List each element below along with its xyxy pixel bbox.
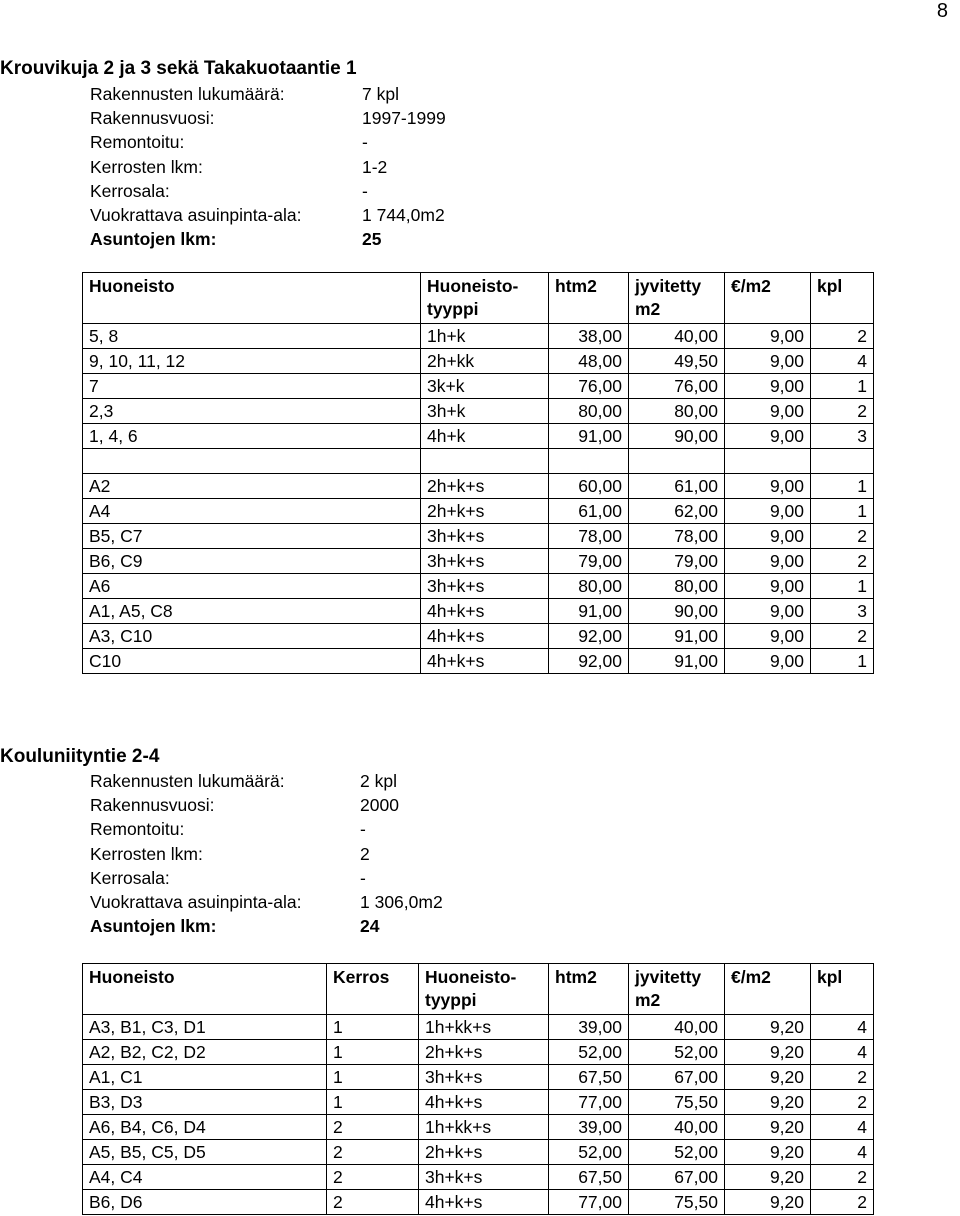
table-cell: 4 [811,1015,874,1040]
table-row [83,424,874,449]
table-cell: 52,00 [629,1040,725,1065]
table-cell: 2h+k+s [421,474,549,499]
table-cell: 39,00 [549,1015,629,1040]
table-cell: B6, D6 [83,1190,327,1215]
table-row [83,1015,874,1040]
table-cell: 5, 8 [83,324,421,349]
table-cell: 9,00 [725,324,811,349]
table-cell: 9,00 [725,474,811,499]
table-cell: 49,50 [629,349,725,374]
table-cell: 2 [811,549,874,574]
table-cell: 9,00 [725,349,811,374]
apartment-table [82,963,874,1215]
table-cell: 9,00 [725,399,811,424]
table-cell: 4 [811,1115,874,1140]
column-header: htm2 [549,273,629,324]
table-cell: 78,00 [549,524,629,549]
table-cell: 67,50 [549,1065,629,1090]
table-cell: 78,00 [629,524,725,549]
info-label: Asuntojen lkm: [90,916,217,937]
info-row [90,179,446,203]
table-cell: 4h+k+s [419,1190,549,1215]
table-cell: 9,00 [725,649,811,674]
table-cell: 2h+k+s [419,1140,549,1165]
table-cell [421,449,549,474]
info-row [90,106,446,130]
table-cell: A2 [83,474,421,499]
table-row [83,1065,874,1090]
table-cell: 2 [811,624,874,649]
table-row [83,1140,874,1165]
table-cell: B5, C7 [83,524,421,549]
table-cell: 2h+k+s [419,1040,549,1065]
table-cell: 4h+k+s [419,1090,549,1115]
table-row [83,524,874,549]
column-header: jyvitetty m2 [629,273,725,324]
table-row [83,1115,874,1140]
table-cell: 9,00 [725,574,811,599]
info-label: Rakennusten lukumäärä: [90,84,285,104]
info-label: Remontoitu: [90,132,185,153]
table-cell: 4h+k [421,424,549,449]
info-row [90,914,443,938]
info-row [90,842,443,866]
table-cell: 3k+k [421,374,549,399]
table-cell: 1 [811,499,874,524]
info-value: 24 [360,916,380,937]
table-cell: 3 [811,424,874,449]
table-cell: 9,00 [725,499,811,524]
table-cell: 3h+k+s [421,524,549,549]
info-label: Rakennusvuosi: [90,108,215,129]
table-cell: 2 [811,399,874,424]
table-cell: 2 [811,524,874,549]
table-cell: 38,00 [549,324,629,349]
info-value: 7 kpl [362,84,399,104]
table-row [83,449,874,474]
table-cell: 4h+k+s [421,649,549,674]
table-cell: A6, B4, C6, D4 [83,1115,327,1140]
table-cell: 9,20 [725,1140,811,1165]
column-header: €/m2 [725,273,811,324]
table-cell: 91,00 [629,649,725,674]
table-cell: A1, A5, C8 [83,599,421,624]
table-cell: 77,00 [549,1190,629,1215]
info-value: - [360,819,366,840]
info-row [90,769,443,793]
info-row [90,866,443,890]
info-label: Remontoitu: [90,819,185,840]
column-header: htm2 [549,964,629,1015]
table-cell [811,449,874,474]
info-value: 1 306,0m2 [360,891,443,912]
table-cell: 76,00 [629,374,725,399]
table-cell: 3h+k+s [421,549,549,574]
table-cell: 3h+k+s [421,574,549,599]
table-cell: 61,00 [629,474,725,499]
column-header: jyvitetty m2 [629,964,725,1015]
table-cell [725,449,811,474]
table-cell: 67,00 [629,1065,725,1090]
table-row [83,374,874,399]
info-row [90,203,446,227]
info-value: - [362,180,368,201]
table-cell: 1 [327,1040,419,1065]
info-row [90,793,443,817]
table-cell: 40,00 [629,1115,725,1140]
info-row [90,130,446,154]
table-row [83,349,874,374]
info-value: - [362,132,368,153]
table-cell: 80,00 [549,399,629,424]
table-cell: 9,00 [725,424,811,449]
table-cell: B3, D3 [83,1090,327,1115]
info-value: 2 [360,843,370,864]
info-value: 25 [362,229,382,250]
table-cell: 90,00 [629,599,725,624]
table-cell: 52,00 [549,1140,629,1165]
table-cell: 1 [327,1015,419,1040]
table-cell: 80,00 [549,574,629,599]
table-cell: A2, B2, C2, D2 [83,1040,327,1065]
table-cell: 3h+k [421,399,549,424]
table-cell: 2 [811,1165,874,1190]
table-cell: 9,00 [725,549,811,574]
table-row [83,1190,874,1215]
table-cell: 39,00 [549,1115,629,1140]
table-cell: 9,00 [725,624,811,649]
table-cell [83,449,421,474]
table-row [83,599,874,624]
property-info [90,769,443,938]
table-cell: 9,20 [725,1190,811,1215]
info-label: Vuokrattava asuinpinta-ala: [90,891,302,912]
column-header: €/m2 [725,964,811,1015]
info-row [90,155,446,179]
table-cell: 4 [811,349,874,374]
apartment-table [82,272,874,674]
table-cell: 1 [811,574,874,599]
table-cell: A3, B1, C3, D1 [83,1015,327,1040]
table-row [83,574,874,599]
table-cell: 4h+k+s [421,624,549,649]
info-value: 1 744,0m2 [362,204,445,225]
table-cell: 9,20 [725,1090,811,1115]
table-row [83,624,874,649]
column-header: Huoneisto [83,273,421,324]
page-number: 8 [936,0,948,22]
table-cell: 2 [327,1115,419,1140]
table-cell: 75,50 [629,1090,725,1115]
table-cell: 80,00 [629,574,725,599]
table-cell: 2 [327,1140,419,1165]
info-value: 1997-1999 [362,108,446,129]
table-row [83,1165,874,1190]
table-cell: 1 [811,649,874,674]
table-row [83,324,874,349]
table-row [83,549,874,574]
table-cell: 2 [811,1065,874,1090]
table-cell: 79,00 [549,549,629,574]
property-info [90,82,446,251]
column-header: Kerros [327,964,419,1015]
table-cell: 2 [811,1090,874,1115]
table-row [83,1040,874,1065]
table-cell: 1, 4, 6 [83,424,421,449]
table-cell: 61,00 [549,499,629,524]
info-row [90,890,443,914]
info-value: 2 kpl [360,771,397,791]
table-cell: 52,00 [629,1140,725,1165]
table-cell: 60,00 [549,474,629,499]
info-value: 1-2 [362,156,388,177]
column-header: kpl [811,273,874,324]
table-row [83,474,874,499]
table-cell: 9,20 [725,1115,811,1140]
table-cell: 7 [83,374,421,399]
table-cell: 80,00 [629,399,725,424]
table-cell: A4 [83,499,421,524]
table-cell: 77,00 [549,1090,629,1115]
column-header: Huoneisto- tyyppi [421,273,549,324]
info-value: 2000 [360,795,399,816]
table-cell: A3, C10 [83,624,421,649]
info-label: Kerrosala: [90,180,170,201]
table-cell: 9,00 [725,599,811,624]
info-row [90,227,446,251]
section-title: Krouvikuja 2 ja 3 sekä Takakuotaantie 1 [0,58,357,79]
table-cell: 79,00 [629,549,725,574]
info-label: Asuntojen lkm: [90,229,217,250]
table-cell: 92,00 [549,649,629,674]
table-cell: A5, B5, C5, D5 [83,1140,327,1165]
table-cell: A4, C4 [83,1165,327,1190]
table-cell: 92,00 [549,624,629,649]
table-cell: 9, 10, 11, 12 [83,349,421,374]
table-cell: 4h+k+s [421,599,549,624]
table-cell: 75,50 [629,1190,725,1215]
table-cell: 2 [811,324,874,349]
table-cell: 9,00 [725,374,811,399]
table-cell: 40,00 [629,1015,725,1040]
table-cell: 9,20 [725,1165,811,1190]
table-cell: 1h+kk+s [419,1115,549,1140]
table-cell: 62,00 [629,499,725,524]
table-header-row [83,964,874,1015]
table-row [83,399,874,424]
info-row [90,82,446,106]
table-cell [549,449,629,474]
table-cell: A1, C1 [83,1065,327,1090]
table-cell: 90,00 [629,424,725,449]
table-cell: 91,00 [629,624,725,649]
table-cell: 4 [811,1140,874,1165]
section-title: Kouluniityntie 2-4 [0,746,160,767]
table-cell [629,449,725,474]
table-cell: 91,00 [549,599,629,624]
table-row [83,1090,874,1115]
table-cell: 3 [811,599,874,624]
table-cell: 9,20 [725,1040,811,1065]
table-header-row [83,273,874,324]
table-cell: B6, C9 [83,549,421,574]
table-cell: 9,00 [725,524,811,549]
column-header: Huoneisto- tyyppi [419,964,549,1015]
table-cell: 1 [327,1065,419,1090]
table-cell: 1 [327,1090,419,1115]
column-header: kpl [811,964,874,1015]
table-cell: 1h+kk+s [419,1015,549,1040]
info-value: - [360,867,366,888]
table-cell: 2 [327,1190,419,1215]
table-cell: 4 [811,1040,874,1065]
info-label: Kerrosten lkm: [90,843,203,864]
info-label: Rakennusten lukumäärä: [90,771,285,791]
table-cell: 2,3 [83,399,421,424]
table-cell: A6 [83,574,421,599]
table-cell: 2 [811,1190,874,1215]
table-cell: 91,00 [549,424,629,449]
table-cell: 2h+kk [421,349,549,374]
table-cell: 48,00 [549,349,629,374]
table-row [83,649,874,674]
info-label: Kerrosten lkm: [90,156,203,177]
table-cell: 9,20 [725,1015,811,1040]
info-label: Rakennusvuosi: [90,795,215,816]
table-cell: 1 [811,374,874,399]
table-cell: 1 [811,474,874,499]
table-cell: 3h+k+s [419,1065,549,1090]
info-row [90,817,443,841]
table-cell: 9,20 [725,1065,811,1090]
info-label: Vuokrattava asuinpinta-ala: [90,204,302,225]
table-cell: 1h+k [421,324,549,349]
info-label: Kerrosala: [90,867,170,888]
table-cell: 67,50 [549,1165,629,1190]
column-header: Huoneisto [83,964,327,1015]
table-cell: 2 [327,1165,419,1190]
table-cell: 67,00 [629,1165,725,1190]
table-cell: 76,00 [549,374,629,399]
table-row [83,499,874,524]
table-cell: C10 [83,649,421,674]
table-cell: 3h+k+s [419,1165,549,1190]
table-cell: 52,00 [549,1040,629,1065]
table-cell: 2h+k+s [421,499,549,524]
table-cell: 40,00 [629,324,725,349]
